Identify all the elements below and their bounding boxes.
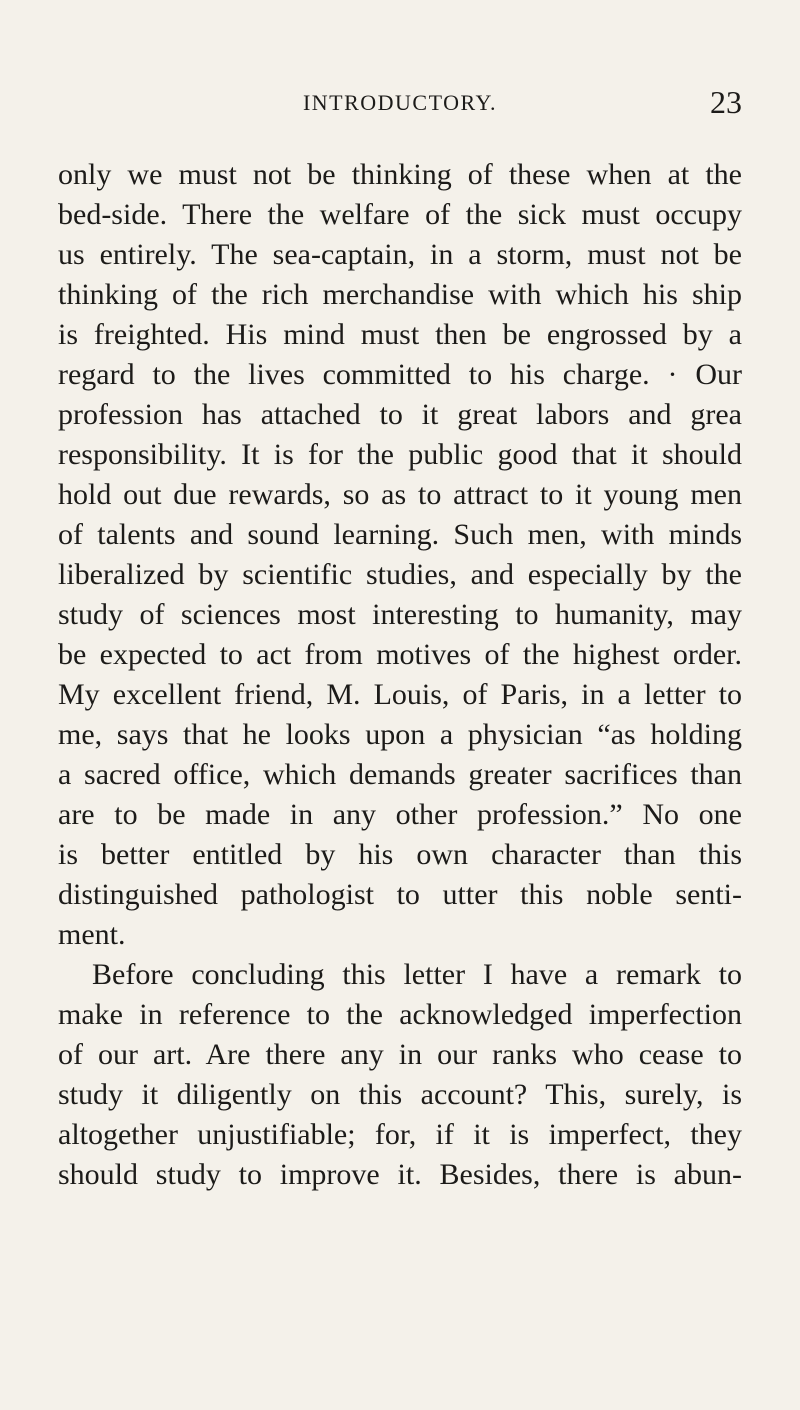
text-line: study it diligently on this account? This, surely, is [58, 1078, 742, 1111]
text-line: profession has attached to it great labors and grea [58, 398, 742, 431]
text-line: only we must not be thinking of these when at the [58, 158, 742, 191]
paragraph-1 [58, 155, 742, 955]
page-number: 23 [710, 84, 742, 120]
text-line: should study to improve it. Besides, there is abun- [58, 1158, 742, 1191]
text-line: me, says that he looks upon a physician “as holding [58, 718, 742, 751]
text-line: us entirely. The sea-captain, in a storm, must not be [58, 238, 742, 271]
paragraph-2 [58, 955, 742, 1195]
text-line: a sacred office, which demands greater sacrifices than [58, 758, 742, 791]
text-line: hold out due rewards, so as to attract to it young men [58, 478, 742, 511]
text-line: of our art. Are there any in our ranks who cease to [58, 1038, 742, 1071]
body-text [58, 155, 742, 1195]
text-line: responsibility. It is for the public good that it should [58, 438, 742, 471]
text-line: is freighted. His mind must then be engrossed by a [58, 318, 742, 351]
text-line: be expected to act from motives of the highest order. [58, 638, 742, 671]
text-line: My excellent friend, M. Louis, of Paris, in a letter to [58, 678, 742, 711]
text-line: distinguished pathologist to utter this noble senti- [58, 878, 742, 911]
running-title: INTRODUCTORY. [302, 90, 498, 115]
text-line: regard to the lives committed to his charge. · Our [58, 358, 742, 391]
text-line: liberalized by scientific studies, and especially by the [58, 558, 742, 591]
text-line: make in reference to the acknowledged imperfection [58, 998, 742, 1031]
text-line: of talents and sound learning. Such men, with minds [58, 518, 742, 551]
text-line: bed-side. There the welfare of the sick must occupy [58, 198, 742, 231]
text-line: ment. [58, 918, 126, 951]
text-line: are to be made in any other profession.” No one [58, 798, 742, 831]
text-line: is better entitled by his own character than this [58, 838, 742, 871]
text-line: altogether unjustifiable; for, if it is imperfect, they [58, 1118, 742, 1151]
text-line: thinking of the rich merchandise with which his ship [58, 278, 742, 311]
text-line: Before concluding this letter I have a remark to [92, 958, 742, 991]
text-line: study of sciences most interesting to humanity, may [58, 598, 742, 631]
running-head [58, 84, 742, 124]
